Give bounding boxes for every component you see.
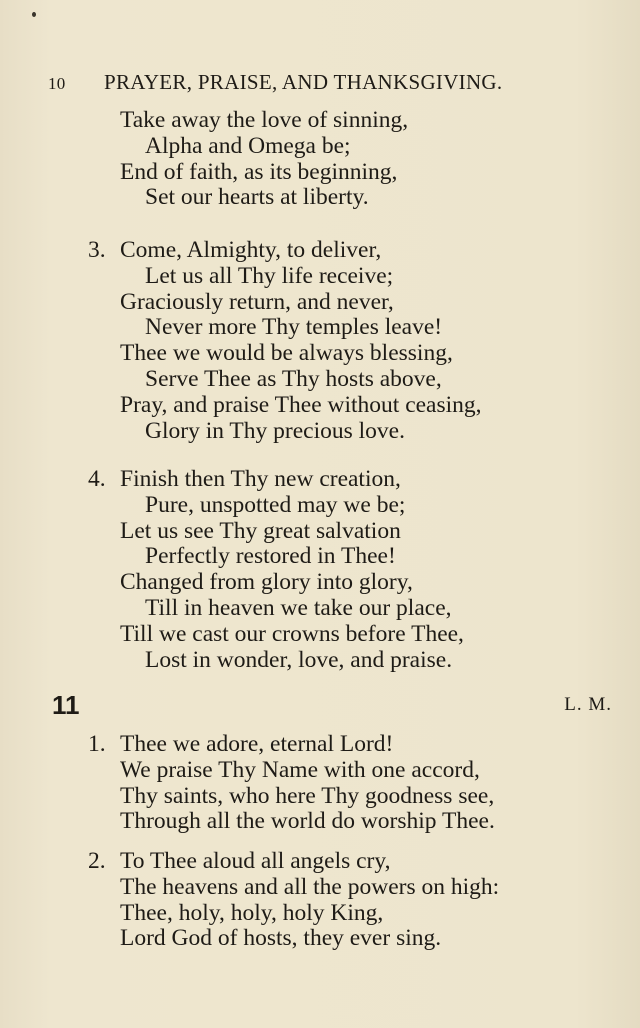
verse-line: The heavens and all the powers on high:: [120, 873, 500, 900]
hymn-stanza-1: [88, 732, 588, 835]
verse-line: Pure, unspotted may we be;: [145, 491, 406, 518]
verse-line-text: To Thee aloud all angels cry,: [120, 848, 391, 874]
verse-line: Set our hearts at liberty.: [145, 184, 369, 211]
verse-line: Serve Thee as Thy hosts above,: [145, 365, 442, 392]
verse-line: Graciously return, and never,: [120, 288, 394, 315]
verse-line: Till we cast our crowns before Thee,: [120, 620, 464, 647]
stanza-continued: [88, 108, 588, 211]
verse-line: We praise Thy Name with one accord,: [120, 756, 480, 783]
hymn-stanza-2: [88, 849, 588, 952]
verse-line: Changed from glory into glory,: [120, 569, 413, 596]
verse-line: [88, 238, 588, 264]
verse-line: Till in heaven we take our place,: [145, 594, 452, 621]
verse-line: Take away the love of sinning,: [120, 107, 409, 133]
stanza-3: [88, 238, 588, 444]
stanza-number: 4.: [88, 466, 106, 492]
verse-line-text: Thee we adore, eternal Lord!: [120, 731, 394, 757]
verse-line: Never more Thy temples leave!: [145, 314, 443, 341]
verse-line: Let us all Thy life receive;: [145, 262, 394, 289]
verse-line: Thee, holy, holy, holy King,: [120, 899, 384, 926]
hymn-number: 11: [52, 690, 80, 720]
verse-line-text: Finish then Thy new creation,: [120, 466, 401, 492]
verse-line: Glory in Thy precious love.: [145, 417, 405, 444]
stanza-number: 2.: [88, 848, 106, 874]
verse-line: Lost in wonder, love, and praise.: [145, 646, 453, 673]
verse-line: Alpha and Omega be;: [145, 132, 351, 159]
verse-line: Perfectly restored in Thee!: [145, 543, 396, 570]
verse-line: Thy saints, who here Thy goodness see,: [120, 782, 495, 809]
ink-mark: [32, 12, 36, 17]
hymn-header: [52, 690, 612, 724]
stanza-4: [88, 467, 588, 673]
page-header-title: PRAYER, PRAISE, AND THANKSGIVING.: [104, 70, 503, 94]
verse-line-text: Come, Almighty, to deliver,: [120, 237, 382, 263]
verse-line: [88, 467, 588, 493]
verse-line: [88, 849, 588, 875]
verse-line: End of faith, as its beginning,: [120, 158, 398, 185]
verse-line: Thee we would be always blessing,: [120, 340, 453, 367]
stanza-number: 1.: [88, 731, 106, 757]
verse-line: Lord God of hosts, they ever sing.: [120, 925, 442, 952]
verse-line: Pray, and praise Thee without ceasing,: [120, 391, 482, 418]
verse-line: Let us see Thy great salvation: [120, 517, 401, 544]
page-number: 10: [48, 74, 66, 93]
verse-line: [88, 732, 588, 758]
stanza-number: 3.: [88, 237, 106, 263]
hymn-meter: L. M.: [564, 694, 612, 715]
verse-line: Through all the world do worship Thee.: [120, 808, 495, 835]
running-head: [48, 70, 578, 95]
